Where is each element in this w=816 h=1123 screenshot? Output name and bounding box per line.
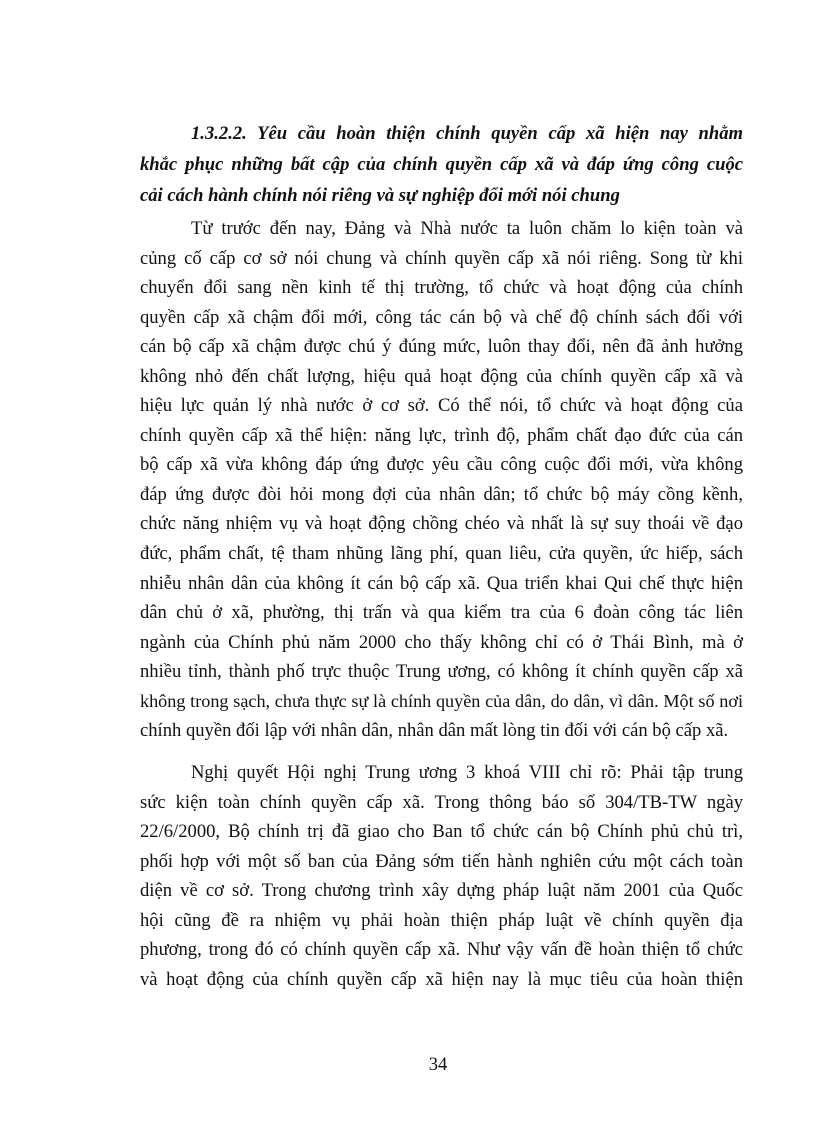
paragraph-line: chính quyền đối lập với nhân dân, nhân dân mất lòng tin đối với cán bộ cấp xã.	[140, 720, 729, 742]
paragraph-line: chuyển đổi sang nền kinh tế thị trường, tổ chức và hoạt động của chính	[140, 277, 743, 299]
paragraph-line: cán bộ cấp xã chậm được chú ý đúng mức, luôn thay đổi, nên đã ảnh hưởng	[140, 336, 743, 358]
paragraph-line: 22/6/2000, Bộ chính trị đã giao cho Ban tổ chức cán bộ Chính phủ chủ trì,	[140, 821, 743, 843]
paragraph-line: củng cố cấp cơ sở nói chung và chính quyền cấp xã nói riêng. Song từ khi	[140, 247, 743, 269]
paragraph-line: nhiễu nhân dân của không ít cán bộ cấp xã. Qua triển khai Qui chế thực hiện	[140, 572, 743, 594]
paragraph-line: phối hợp với một số ban của Đảng sớm tiến hành nghiên cứu một cách toàn	[140, 850, 743, 872]
paragraph-line: không trong sạch, chưa thực sự là chính quyền của dân, do dân, vì dân. Một số nơi	[140, 690, 743, 711]
paragraph-line: hội cũng đề ra nhiệm vụ phải hoàn thiện pháp luật về chính quyền địa	[140, 909, 743, 931]
paragraph-line: bộ cấp xã vừa không đáp ứng được yêu cầu công cuộc đổi mới, vừa không	[140, 454, 743, 476]
paragraph-line: hiệu lực quản lý nhà nước ở cơ sở. Có thể nói, tổ chức và hoạt động của	[140, 395, 743, 417]
paragraph-line: Nghị quyết Hội nghị Trung ương 3 khoá VIII chỉ rõ: Phải tập trung	[191, 762, 743, 783]
paragraph-line: đáp ứng được đòi hỏi mong đợi của nhân dân; tổ chức bộ máy cồng kềnh,	[140, 483, 743, 505]
paragraph-line: không nhỏ đến chất lượng, hiệu quả hoạt động của chính quyền cấp xã và	[140, 365, 743, 387]
paragraph-line: diện về cơ sở. Trong chương trình xây dựng pháp luật năm 2001 của Quốc	[140, 880, 743, 902]
paragraph-line: quyền cấp xã chậm đổi mới, công tác cán bộ và chế độ chính sách đối với	[140, 306, 743, 328]
paragraph-line: chính quyền cấp xã thể hiện: năng lực, trình độ, phẩm chất đạo đức của cán	[140, 424, 743, 446]
section-heading	[140, 118, 743, 211]
paragraph-line: nhiều tỉnh, thành phố trực thuộc Trung ương, có không ít chính quyền cấp xã	[140, 661, 743, 683]
heading-line: khắc phục những bất cập của chính quyền cấp xã và đáp ứng công cuộc	[140, 154, 743, 175]
body-paragraph	[140, 758, 743, 994]
body-paragraph	[140, 214, 743, 746]
paragraph-line: đức, phẩm chất, tệ tham nhũng lãng phí, quan liêu, cửa quyền, ức hiếp, sách	[140, 543, 743, 565]
page-number: 34	[428, 1054, 448, 1075]
heading-line: 1.3.2.2. Yêu cầu hoàn thiện chính quyền cấp xã hiện nay nhằm	[191, 123, 743, 144]
paragraph-line: và hoạt động của chính quyền cấp xã hiện nay là mục tiêu của hoàn thiện	[140, 968, 743, 990]
paragraph-line: ngành của Chính phủ năm 2000 cho thấy không chỉ có ở Thái Bình, mà ở	[140, 631, 743, 653]
paragraph-line: phương, trong đó có chính quyền cấp xã. Như vậy vấn đề hoàn thiện tổ chức	[140, 939, 743, 961]
heading-line: cải cách hành chính nói riêng và sự nghiệp đổi mới nói chung	[140, 185, 620, 206]
paragraph-line: sức kiện toàn chính quyền cấp xã. Trong thông báo số 304/TB-TW ngày	[140, 791, 743, 813]
paragraph-line: dân chủ ở xã, phường, thị trấn và qua kiểm tra của 6 đoàn công tác liên	[140, 602, 743, 624]
paragraph-line: chức năng nhiệm vụ và hoạt động chồng chéo và nhất là sự suy thoái về đạo	[140, 513, 743, 535]
paragraph-line: Từ trước đến nay, Đảng và Nhà nước ta luôn chăm lo kiện toàn và	[191, 218, 743, 239]
